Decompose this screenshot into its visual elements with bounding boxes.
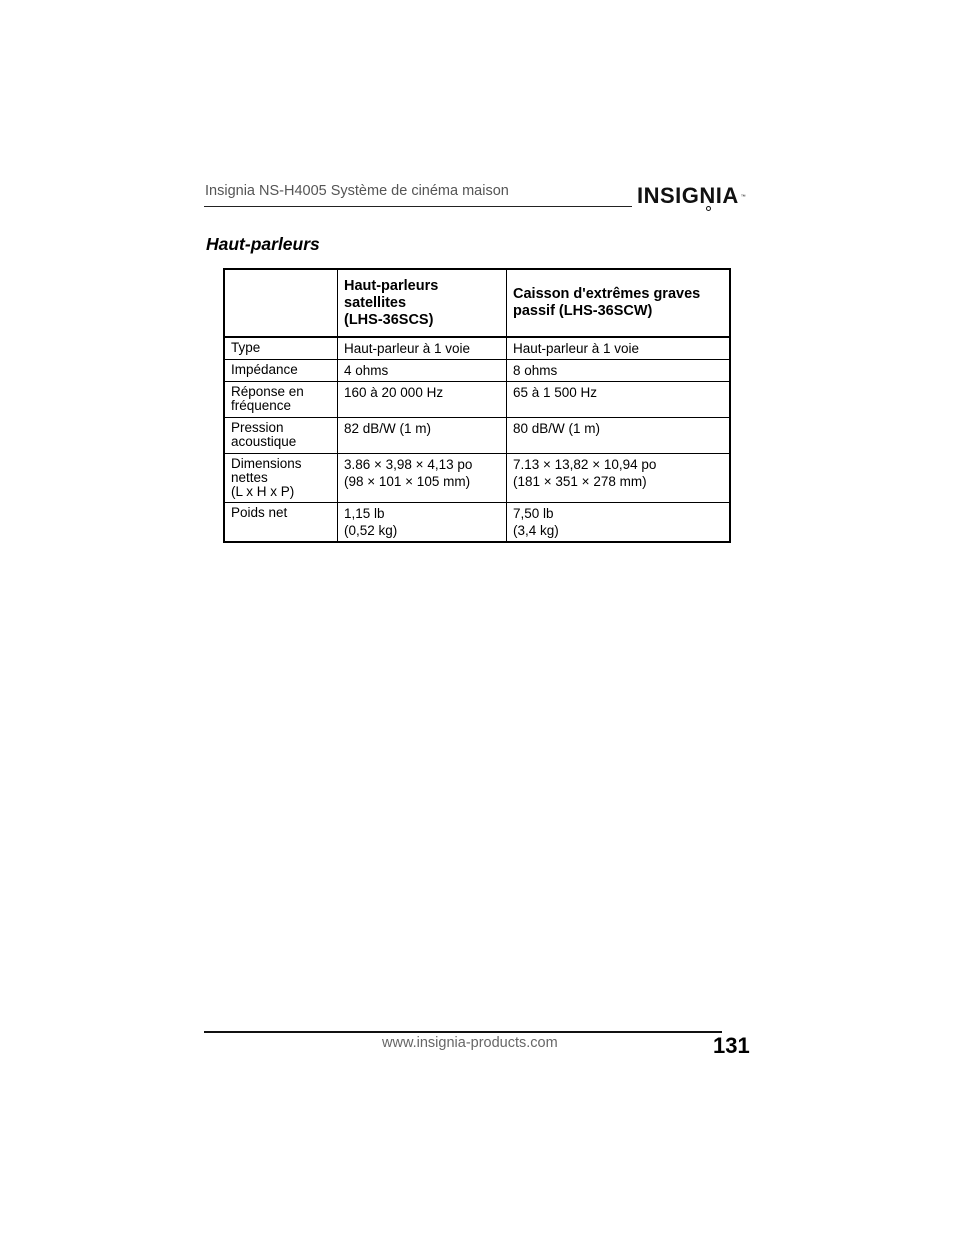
row-label: Pression acoustique: [224, 418, 338, 454]
subwoofer-value: 80 dB/W (1 m): [507, 418, 731, 454]
subwoofer-value: 8 ohms: [507, 360, 731, 382]
satellite-value: Haut-parleur à 1 voie: [338, 337, 507, 360]
header-cell-subwoofer: Caisson d'extrêmes graves passif (LHS-36SCW): [507, 269, 731, 337]
table-row: [224, 418, 730, 454]
table-row: [224, 503, 730, 543]
satellite-value: 1,15 lb (0,52 kg): [338, 503, 507, 543]
subwoofer-value: 65 à 1 500 Hz: [507, 382, 731, 418]
page-number: 131: [713, 1033, 750, 1058]
row-label: Réponse en fréquence: [224, 382, 338, 418]
satellite-value: 3.86 × 3,98 × 4,13 po (98 × 101 × 105 mm): [338, 454, 507, 503]
subwoofer-value: Haut-parleur à 1 voie: [507, 337, 731, 360]
insignia-logo: [637, 183, 746, 208]
header-cell-satellite: Haut-parleurs satellites (LHS-36SCS): [338, 269, 507, 337]
running-header: Insignia NS-H4005 Système de cinéma maison: [205, 183, 509, 199]
table-row: [224, 454, 730, 503]
section-title: Haut-parleurs: [206, 234, 320, 254]
satellite-value: 82 dB/W (1 m): [338, 418, 507, 454]
footer-url: www.insignia-products.com: [382, 1035, 558, 1051]
table-row: [224, 337, 730, 360]
satellite-value: 160 à 20 000 Hz: [338, 382, 507, 418]
satellite-value: 4 ohms: [338, 360, 507, 382]
logo-ring-icon: [706, 206, 711, 211]
row-label: Poids net: [224, 503, 338, 543]
subwoofer-value: 7.13 × 13,82 × 10,94 po (181 × 351 × 278 mm): [507, 454, 731, 503]
header-cell-empty: [224, 269, 338, 337]
speaker-spec-table: [223, 268, 731, 543]
table-header-row: [224, 269, 730, 337]
logo-wordmark: INSIGNIA: [637, 183, 739, 208]
logo-trademark: ™: [740, 194, 746, 200]
subwoofer-value: 7,50 lb (3,4 kg): [507, 503, 731, 543]
table-row: [224, 382, 730, 418]
footer-rule: [204, 1031, 722, 1033]
table-row: [224, 360, 730, 382]
row-label: Dimensions nettes (L x H x P): [224, 454, 338, 503]
header-rule: [204, 206, 632, 207]
row-label: Impédance: [224, 360, 338, 382]
row-label: Type: [224, 337, 338, 360]
